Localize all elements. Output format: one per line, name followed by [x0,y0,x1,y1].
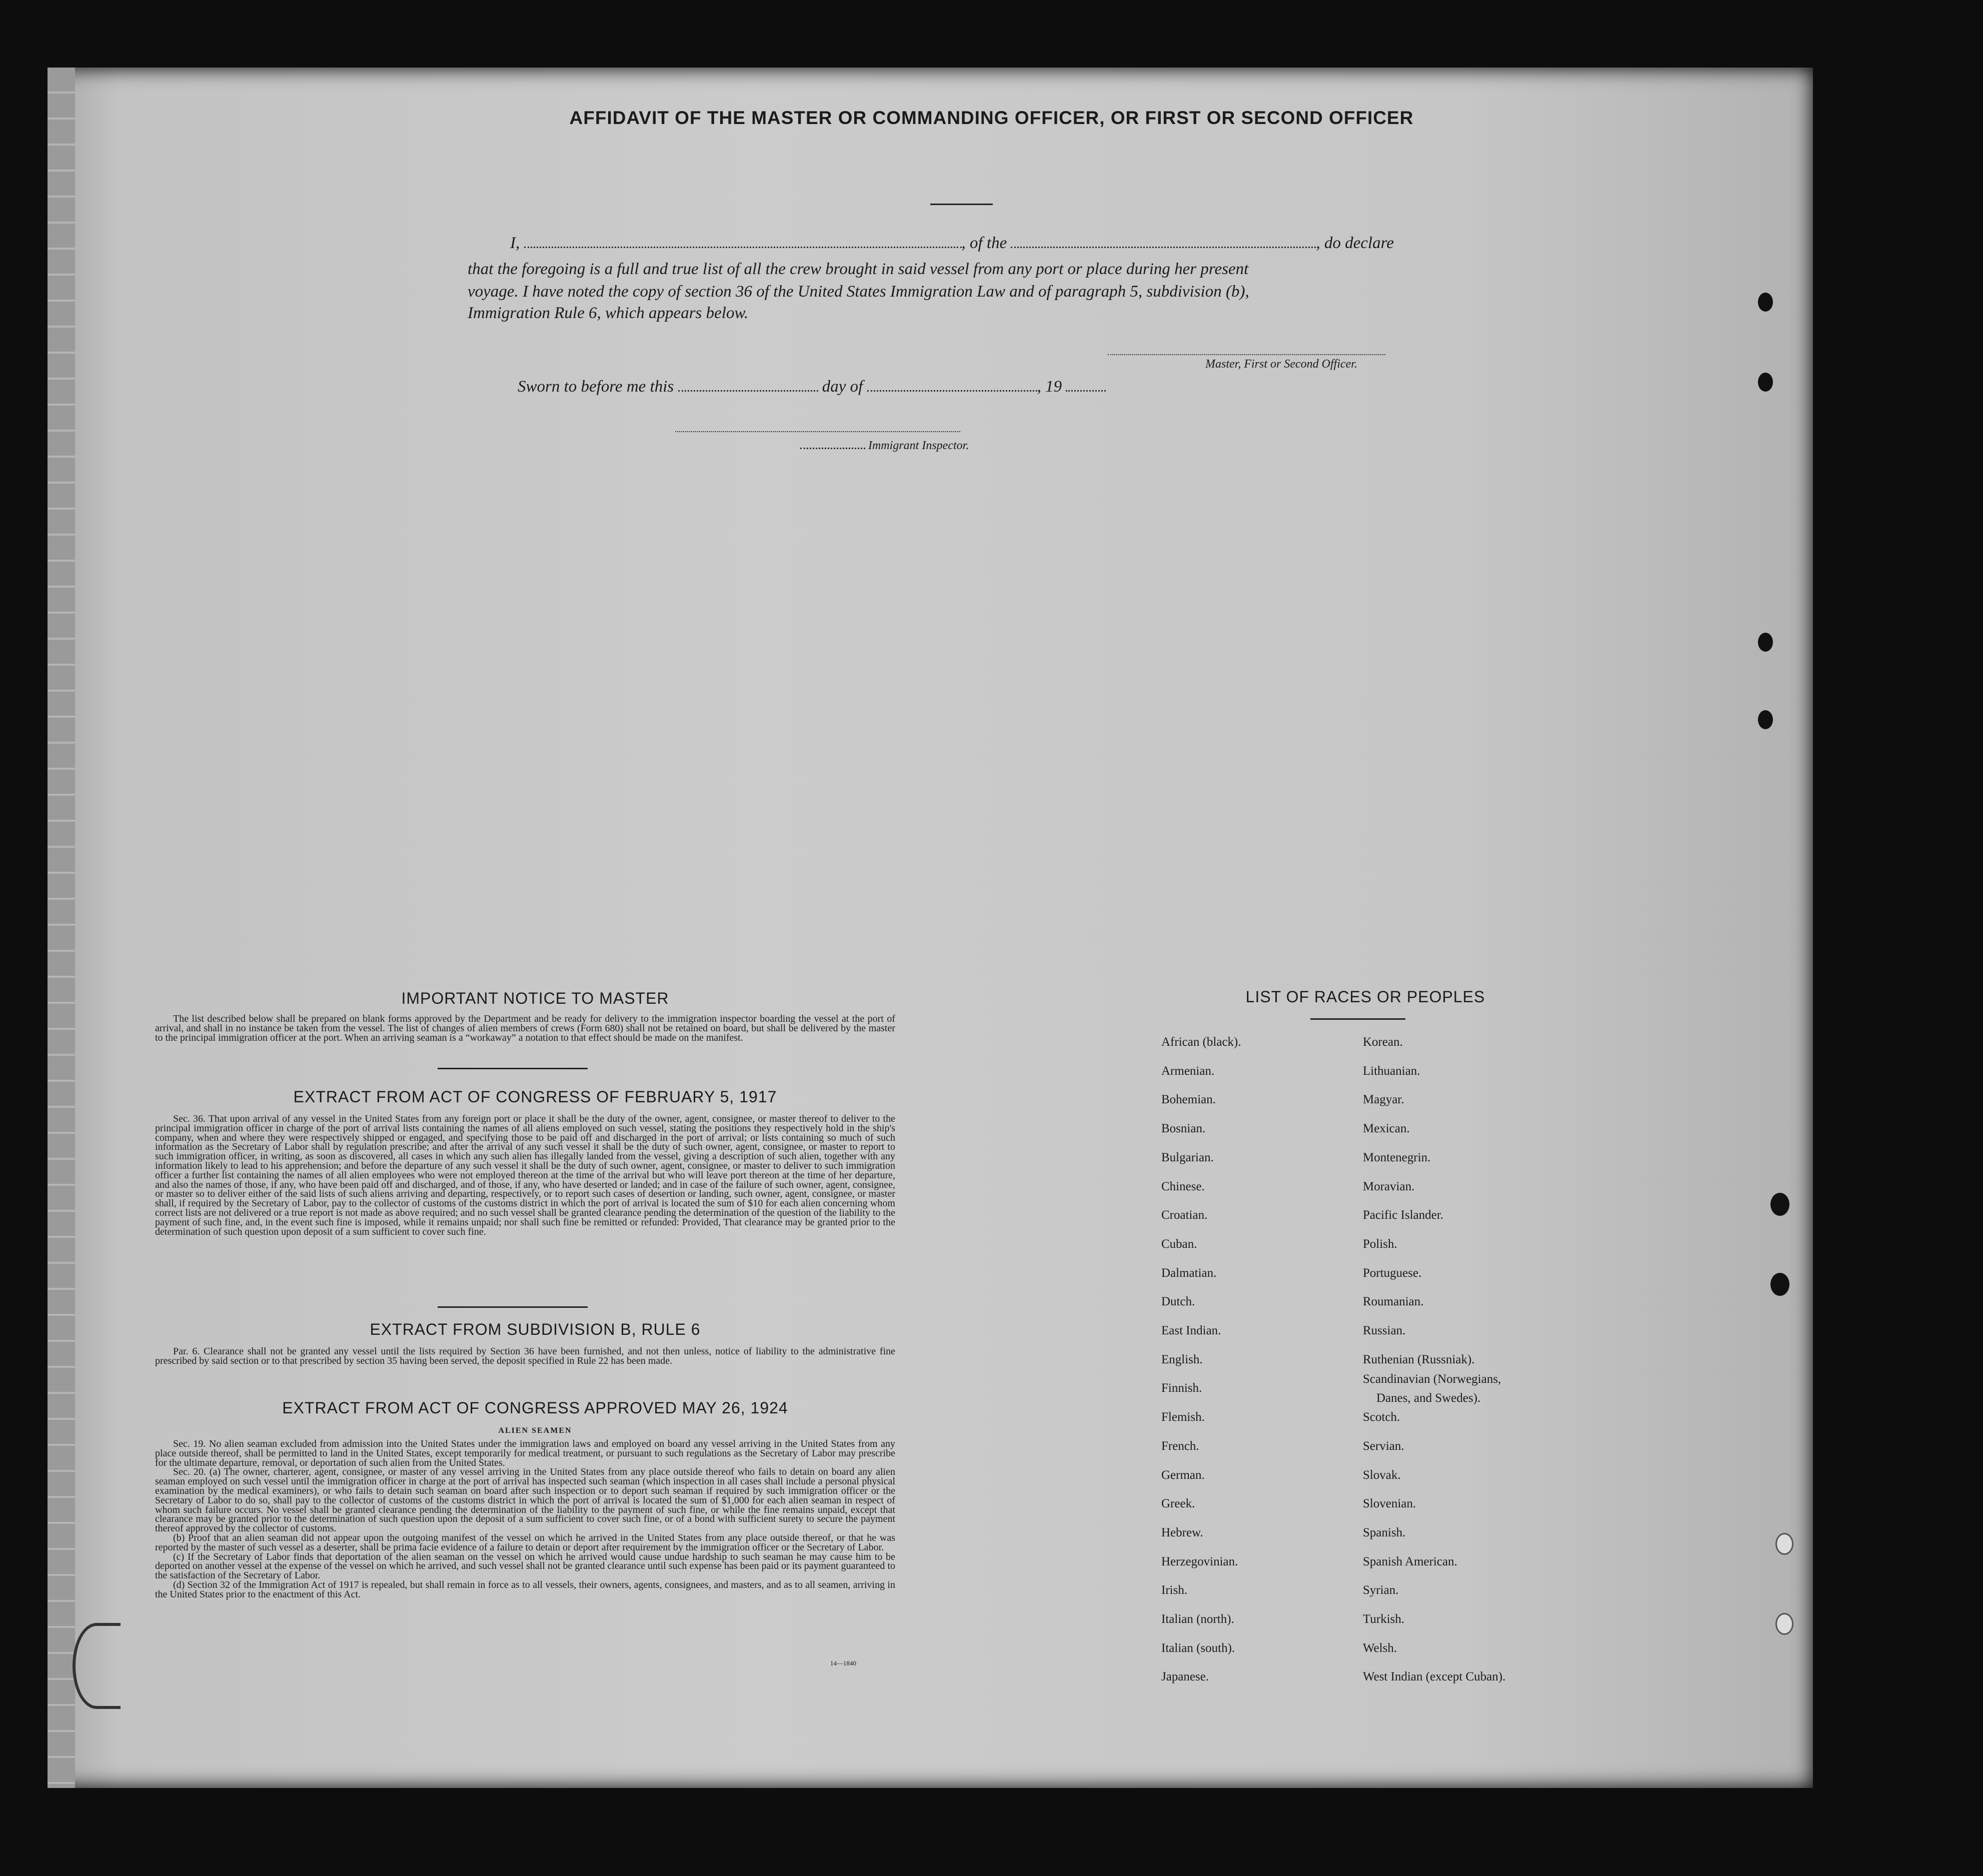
binding-edge [48,68,75,1788]
affidavit-of-the: , of the [961,234,1007,252]
race-item: Lithuanian. [1363,1064,1420,1078]
race-item: Syrian. [1363,1583,1399,1597]
race-item: Turkish. [1363,1612,1405,1626]
master-signature-line[interactable] [1108,354,1385,355]
stamp-mark [73,1623,121,1709]
sec-20c-paragraph: (c) If the Secretary of Labor finds that deportation of the alien seaman on the vessel on which he arrived would cause undue hardship to such seaman he may cause him to be deported on another vessel at the expense of the vessel on which he arrived, and such vessel shall not be granted clearance until such expense has been paid or its payment guaranteed to the satisfaction of the Secretary of Labor. [155,1551,895,1581]
form-number: 14—1840 [830,1659,856,1667]
race-item: Moravian. [1363,1179,1415,1193]
race-item: Welsh. [1363,1641,1397,1655]
affidavit-declare: , do declare [1316,234,1394,252]
race-item: Dalmatian. [1161,1266,1217,1280]
race-item: Polish. [1363,1237,1397,1251]
race-item: Korean. [1363,1035,1403,1049]
affidavit-line-3: voyage. I have noted the copy of section 36 of the United States Immigration Law and of paragraph 5, subdivision (b), [468,283,1249,301]
race-item: Bulgarian. [1161,1150,1214,1164]
binder-hole [1758,373,1773,392]
affidavit-line-1 [510,234,1394,253]
sec-19-paragraph: Sec. 19. No alien seaman excluded from admission into the United States under the immigration laws and employed on board any vessel arriving in the United States from any place outside thereof, shall be permitted to land in the United States, except temporarily for medical treatment, or pursuant to such regulations as the Secretary of Labor may prescribe for the ultimate departure, removal, or deportation of such alien from the United States. [155,1438,895,1468]
binder-hole [1758,710,1773,729]
divider [438,1068,588,1069]
race-item: Pacific Islander. [1363,1208,1444,1222]
race-item: Croatian. [1161,1208,1208,1222]
inspector-dots [800,441,865,449]
race-item: Chinese. [1161,1179,1205,1193]
sec-20b-paragraph: (b) Proof that an alien seaman did not appear upon the outgoing manifest of the vessel on which he arrived in the United States from any place outside thereof, or that he was reported by the master of such vessel as a deserter, shall be prima facie evidence of a failure to detain or deport after requirement by the immigration officer or the Secretary of Labor. [155,1532,895,1553]
race-item: West Indian (except Cuban). [1363,1670,1506,1684]
race-item: Hebrew. [1161,1525,1203,1539]
year-prefix: , 19 [1037,378,1062,396]
sec-20a-paragraph: Sec. 20. (a) The owner, charterer, agent, consignee, or master of any vessel arriving in the United States from any place outside thereof who fails to detain on board any alien seaman employed on such vessel until the immigration officer in charge at the port of arrival has inspected such seaman (which inspection in all cases shall include a personal physical examination by the medical examiners), or who fails to detain such seaman on board after such inspection or to deport such seaman if required by such immigration officer or the Secretary of Labor to do so, shall pay to the collector of customs of the customs district in which the port of arrival is located the sum of $1,000 for each alien seaman in respect of whom such failure occurs. No vessel shall be granted clearance pending the determination of the liability to the payment of such fine, or while the fine remains unpaid, except that clearance may be granted prior to the determination of such question upon the deposit of a sum sufficient to cover such fine, or of a bond with sufficient surety to secure the payment thereof approved by the collector of customs. [155,1466,895,1534]
blank-year[interactable] [1066,379,1106,392]
race-item: Dutch. [1161,1295,1195,1309]
extract-1917-title: EXTRACT FROM ACT OF CONGRESS OF FEBRUARY 5, 1917 [293,1088,777,1106]
binder-hole [1758,293,1773,312]
race-item: Bohemian. [1161,1093,1216,1107]
race-item: East Indian. [1161,1324,1221,1337]
extract-1924-text [155,1439,895,1599]
affidavit-title: AFFIDAVIT OF THE MASTER OR COMMANDING OFFICER, OR FIRST OR SECOND OFFICER [569,108,1414,128]
race-item: Magyar. [1363,1093,1404,1107]
race-item: Servian. [1363,1439,1404,1453]
race-item: Herzegovinian. [1161,1554,1238,1568]
affidavit-i: I, [510,234,520,252]
divider [1310,1018,1405,1020]
binder-hole [1770,1193,1789,1216]
par-6-paragraph: Par. 6. Clearance shall not be granted any vessel until the lists required by Section 36 have been furnished, and not then unless, notice of liability to the administrative fine prescribed by said section or to that prescribed by section 35 having been served, the deposit specified in Rule 22 has been made. [155,1346,895,1366]
binder-hole [1770,1273,1789,1296]
divider [438,1306,588,1308]
race-item: Japanese. [1161,1670,1209,1684]
race-item: Ruthenian (Russniak). [1363,1352,1475,1366]
race-item: Finnish. [1161,1381,1202,1395]
affidavit-line-2: that the foregoing is a full and true list of all the crew brought in said vessel from any port or place during her present [468,260,1249,278]
race-item: African (black). [1161,1035,1241,1049]
race-item: Spanish American. [1363,1554,1457,1568]
blank-month[interactable] [867,379,1037,392]
sworn-text: Sworn to before me this [518,378,674,396]
race-item: Greek. [1161,1497,1195,1511]
divider [930,204,993,205]
rule-6-text [155,1347,895,1366]
blank-day[interactable] [678,379,818,392]
race-item: Spanish. [1363,1525,1406,1539]
alien-seamen-subtitle: ALIEN SEAMEN [498,1426,572,1435]
race-item: English. [1161,1352,1203,1366]
rule-6-title: EXTRACT FROM SUBDIVISION B, RULE 6 [370,1320,701,1338]
races-title: LIST OF RACES OR PEOPLES [1245,988,1485,1006]
race-item: Flemish. [1161,1410,1205,1424]
race-item: Cuban. [1161,1237,1197,1251]
binder-hole [1758,633,1773,652]
master-signature-label: Master, First or Second Officer. [1205,358,1357,371]
sec-36-paragraph: Sec. 36. That upon arrival of any vessel in the United States from any foreign port or place it shall be the duty of the owner, agent, consignee, or master thereof to deliver to the principal immigration officer in charge of the port of arrival lists containing the names of all aliens employed on such vessel, stating the positions they respectively hold in the ship's company, when and where they were respectively shipped or engaged, and specifying those to be paid off and discharged in the port of arrival; or lists containing so much of such information as the Secretary of Labor shall by regulation prescribe; and after the arrival of any such vessel it shall be the duty of such owner, agent, consignee, or master to report to such immigration officer, in writing, as soon as discovered, all cases in which any such alien has illegally landed from the vessel, giving a description of such alien, together with any information likely to lead to his apprehension; and before the departure of any such vessel it shall be the duty of such owner, agent, consignee, or master to deliver to such immigration officer a further list containing the names of all alien employees who were not employed thereon at the time of the arrival but who will leave port thereon at the time of her departure, and also the names of those, if any, who have been paid off and discharged, and of those, if any, who have deserted or landed; and in case of the failure of such owner, agent, consignee, or master so to deliver either of the said lists of such aliens arriving and departing, respectively, or to report such cases of desertion or landing, such owner, agent, consignee, or master shall, if required by the Secretary of Labor, pay to the collector of customs of the customs district in which the port of arrival is located the sum of $10 for each alien concerning whom correct lists are not delivered or a true report is not made as above required; and no such vessel shall be granted clearance pending the determination of the question of the liability to the payment of such fine, and, in the event such fine is imposed, while it remains unpaid; nor shall such fine be remitted or refunded: Provided, That clearance may be granted prior to the determination of such question upon deposit of a sum sufficient to cover such fine. [155,1113,895,1237]
day-of-text: day of [822,378,863,396]
race-item: Montenegrin. [1363,1150,1431,1164]
blank-name[interactable] [524,236,962,248]
race-item: Portuguese. [1363,1266,1422,1280]
race-item: German. [1161,1468,1205,1482]
binder-hole [1775,1533,1793,1555]
race-item: Armenian. [1161,1064,1215,1078]
race-item: Slovak. [1363,1468,1401,1482]
extract-1924-title: EXTRACT FROM ACT OF CONGRESS APPROVED MAY 26, 1924 [282,1399,788,1417]
race-item: Italian (south). [1161,1641,1235,1655]
race-item: Scotch. [1363,1410,1400,1424]
race-item: Slovenian. [1363,1497,1416,1511]
notice-paragraph: The list described below shall be prepared on blank forms approved by the Department and be ready for delivery to the immigration inspector boarding the vessel at the port of arrival, and shall in no instance be taken from the vessel. The list of changes of alien members of crews (Form 680) shall not be retained on board, but shall be delivered by the master to the principal immigration officer at the port. When an arriving seaman is a “workaway” a notation to that effect should be made on the manifest. [155,1013,895,1043]
affidavit-line-4: Immigration Rule 6, which appears below. [468,304,749,322]
race-item: Italian (north). [1161,1612,1234,1626]
inspector-label-text: Immigrant Inspector. [868,439,969,452]
race-item: Roumanian. [1363,1295,1424,1309]
notice-text [155,1014,895,1042]
sec-20d-paragraph: (d) Section 32 of the Immigration Act of 1917 is repealed, but shall remain in force as to all vessels, their owners, agents, consignees, and masters, and as to all seamen, arriving in the United States prior to the enactment of this Act. [155,1579,895,1600]
race-item: Scandinavian (Norwegians, [1363,1372,1501,1386]
race-item: Russian. [1363,1324,1406,1337]
race-item: Bosnian. [1161,1122,1206,1136]
inspector-signature-line[interactable] [675,431,960,432]
race-item: French. [1161,1439,1199,1453]
notice-title: IMPORTANT NOTICE TO MASTER [401,989,669,1007]
extract-1917-text [155,1114,895,1236]
sworn-line [518,378,1106,396]
blank-vessel[interactable] [1011,236,1316,248]
binder-hole [1775,1613,1793,1635]
race-item: Mexican. [1363,1122,1410,1136]
race-item: Irish. [1161,1583,1188,1597]
inspector-signature-label [800,439,969,453]
race-item-continuation: Danes, and Swedes). [1376,1391,1481,1405]
